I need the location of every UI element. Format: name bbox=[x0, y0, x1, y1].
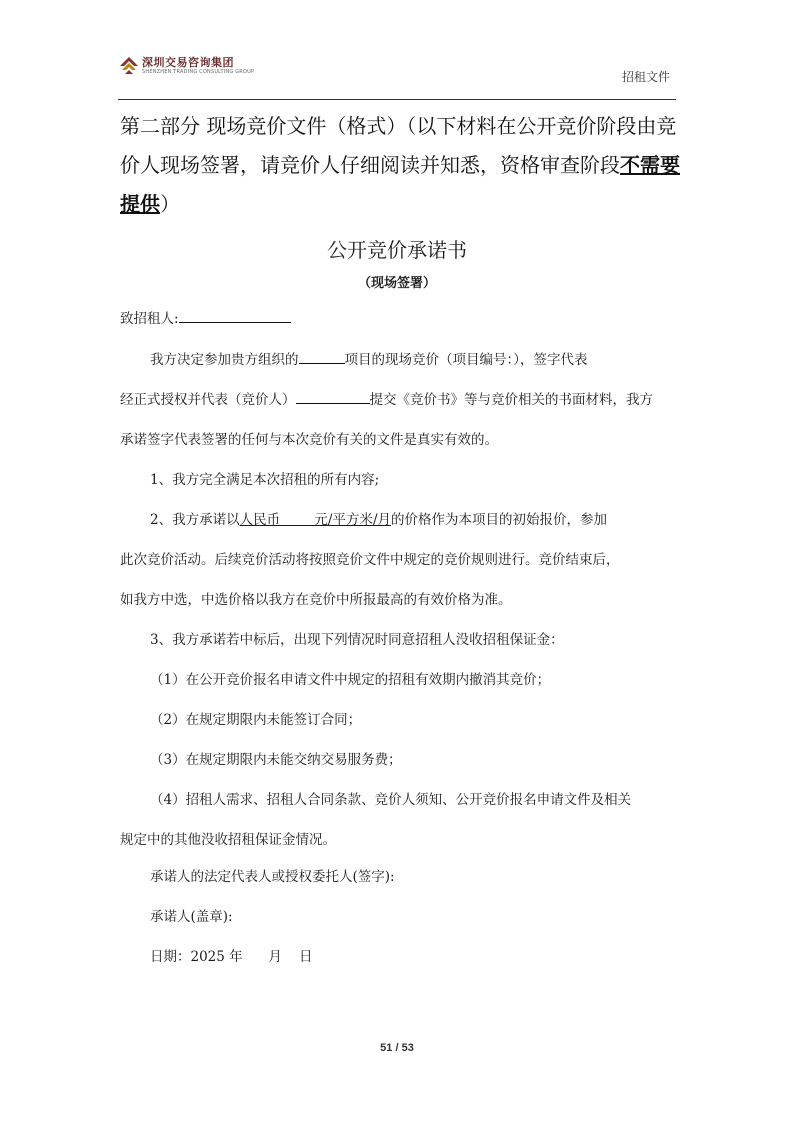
document-title: 公开竞价承诺书 bbox=[327, 238, 467, 262]
addressee-line bbox=[120, 307, 291, 327]
para1-line3: 承诺签字代表签署的任何与本次竞价有关的文件是真实有效的。 bbox=[120, 432, 498, 448]
company-logo bbox=[118, 52, 258, 82]
sub-item-3: （3）在规定期限内未能交纳交易服务费； bbox=[150, 752, 402, 768]
item-2-line1 bbox=[150, 508, 607, 528]
item-2-line3: 如我方中选，中选价格以我方在竞价中所报最高的有效价格为准。 bbox=[120, 592, 512, 608]
price-field: 人民币 元/平方米/月 bbox=[239, 512, 392, 528]
item-1: 1、我方完全满足本次招租的所有内容; bbox=[150, 472, 380, 488]
sub-item-4-line2: 规定中的其他没收招租保证金情况。 bbox=[120, 832, 336, 848]
item2-text-c: 的价格作为本项目的初始报价，参加 bbox=[391, 512, 608, 528]
header-doc-type: 招租文件 bbox=[621, 70, 670, 84]
section-title-text: 第二部分 现场竞价文件（格式）（以下材料在公开竞价阶段由竞价人现场签署，请竞价人仔细阅读并知悉，资格审查阶段 bbox=[120, 114, 677, 177]
logo-text-en: SHENZHEN TRADING CONSULTING GROUP bbox=[142, 69, 255, 75]
signature-representative: 承诺人的法定代表人或授权委托人(签字): bbox=[150, 869, 395, 885]
item2-text-a: 2、我方承诺以 bbox=[150, 512, 240, 528]
bidder-name-blank bbox=[296, 389, 370, 404]
item-2-line2: 此次竞价活动。后续竞价活动将按照竞价文件中规定的竞价规则进行。竞价结束后， bbox=[120, 552, 620, 568]
para1-text-a: 我方决定参加贵方组织的 bbox=[150, 352, 299, 368]
sub-item-4-line1: （4）招租人需求、招租人合同条款、竞价人须知、公开竞价报名申请文件及相关 bbox=[150, 792, 632, 808]
item-3: 3、我方承诺若中标后，出现下列情况时同意招租人没收招租保证金： bbox=[150, 632, 564, 648]
para1-text-b: 项目的现场竞价（项目编号：），签字代表 bbox=[344, 352, 588, 368]
section-title-close: ） bbox=[160, 192, 180, 216]
signature-date: 日期：2025 年 月 日 bbox=[150, 949, 313, 965]
signature-seal: 承诺人(盖章): bbox=[150, 909, 233, 925]
header-divider bbox=[118, 99, 676, 100]
page-number: 51 / 53 bbox=[380, 1042, 414, 1054]
section-title-emphasis: 不需要提供 bbox=[120, 153, 680, 216]
logo-mark-icon bbox=[118, 54, 140, 76]
para1-text-c: 经正式授权并代表（竞价人） bbox=[120, 392, 296, 408]
project-name-blank bbox=[299, 349, 345, 364]
sub-item-1: （1）在公开竞价报名申请文件中规定的招租有效期内撤消其竞价； bbox=[150, 672, 551, 688]
addressee-label: 致招租人: bbox=[120, 311, 179, 327]
para1-line1 bbox=[150, 348, 588, 368]
document-subtitle: （现场签署） bbox=[357, 276, 436, 291]
section-title bbox=[120, 107, 680, 224]
addressee-blank bbox=[179, 308, 291, 323]
sub-item-2: （2）在规定期限内未能签订合同； bbox=[150, 712, 362, 728]
para1-text-d: 提交《竞价书》等与竞价相关的书面材料，我方 bbox=[369, 392, 653, 408]
logo-text-cn: 深圳交易咨询集团 bbox=[142, 56, 234, 69]
para1-line2 bbox=[120, 388, 653, 408]
